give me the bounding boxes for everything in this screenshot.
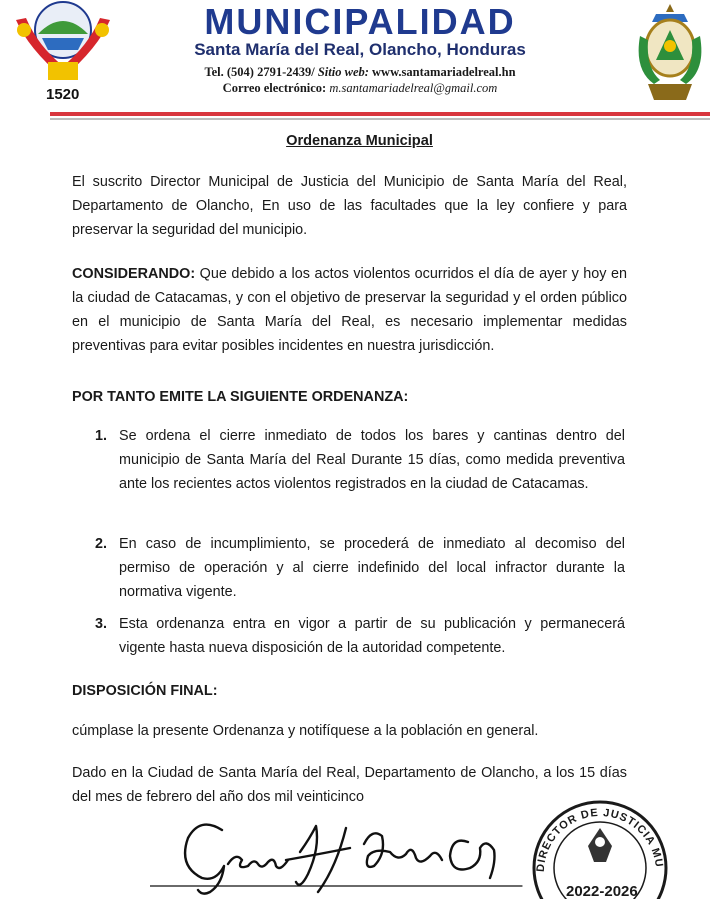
phone-text: Tel. (504) 2791-2439/: [204, 65, 315, 79]
item-text: Se ordena el cierre inmediato de todos los bares y cantinas dentro del municipio de Santa María del Real Durante 15 días, como medida preventiva ante los recientes actos violentos registrados en la ciudad de Catacamas.: [119, 428, 625, 492]
intro-paragraph: El suscrito Director Municipal de Justicia del Municipio de Santa María del Real, Departamento de Olancho, En uso de las facultades que la ley confiere y para preservar la seguridad del municipio.: [72, 174, 627, 238]
stamp-text: DIRECTOR DE JUSTICIA MU: [534, 806, 665, 873]
website-link[interactable]: www.santamariadelreal.hn: [372, 65, 516, 79]
disposicion-text: cúmplase la presente Ordenanza y notifíquese a la población en general.: [72, 723, 539, 739]
municipal-logo-icon: [8, 0, 118, 102]
stamp-years: 2022-2026: [566, 883, 638, 899]
contact-line-phone-web: [120, 64, 600, 80]
document-title: Ordenanza Municipal: [286, 133, 433, 149]
email-link[interactable]: m.santamariadelreal@gmail.com: [329, 81, 498, 95]
considerando-label: CONSIDERANDO:: [72, 266, 196, 282]
web-label: Sitio web:: [317, 65, 369, 79]
honduras-coat-of-arms-icon: [630, 0, 710, 104]
municipality-location: Santa María del Real, Olancho, Honduras: [194, 40, 526, 59]
item-number: 1.: [95, 428, 108, 444]
considerando-paragraph: [72, 262, 627, 358]
item-text: En caso de incumplimiento, se procederá de inmediato al decomiso del permiso de operación y al cierre indefinido del local infractor durante la normativa vigente.: [119, 536, 625, 600]
handwritten-signature-icon: [150, 808, 530, 899]
disposicion-heading: DISPOSICIÓN FINAL:: [72, 683, 218, 699]
logo-year: 1520: [46, 86, 80, 102]
item-number: 3.: [95, 616, 108, 632]
header-divider-shadow: [50, 118, 710, 120]
item-number: 2.: [95, 536, 108, 552]
header-divider: [50, 112, 710, 116]
email-label: Correo electrónico:: [222, 81, 327, 95]
por-tanto-heading: POR TANTO EMITE LA SIGUIENTE ORDENANZA:: [72, 389, 409, 405]
contact-line-email: [120, 80, 600, 96]
municipality-title: MUNICIPALIDAD: [204, 1, 516, 42]
item-text: Esta ordenanza entra en vigor a partir de su publicación y permanecerá vigente hasta nueva disposición de la autoridad competente.: [119, 616, 625, 656]
official-stamp-icon: [522, 792, 672, 899]
considerando-text: Que debido a los actos violentos ocurridos el día de ayer y hoy en la ciudad de Catacamas, y con el objetivo de preservar la seguridad y el orden público en el municipio de Santa María del Real, es necesario implementar medidas preventivas para evitar posibles incidentes en nuestra jurisdicción.: [72, 266, 627, 354]
dado-paragraph: Dado en la Ciudad de Santa María del Real, Departamento de Olancho, a los 15 días del mes de febrero del año dos mil veinticinco: [72, 765, 627, 805]
